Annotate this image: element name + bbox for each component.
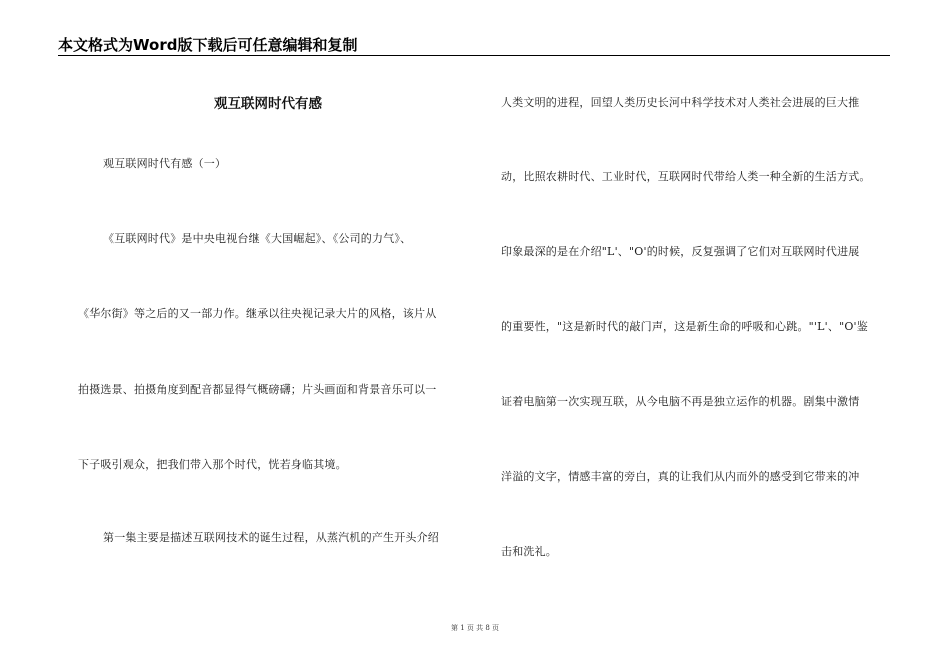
left-paragraph-line: 第一集主要是描述互联网技术的诞生过程，从蒸汽机的产生开头介绍 [103,531,439,544]
right-paragraph-line: 人类文明的进程，回望人类历史长河中科学技术对人类社会进展的巨大推 [501,96,860,109]
left-paragraph-line: 《互联网时代》是中央电视台继《大国崛起》、《公司的力气》、 [103,232,412,245]
right-paragraph-line: 证着电脑第一次实现互联，从今电脑不再是独立运作的机器。剧集中激情 [501,395,860,408]
header-rule [58,55,890,56]
document-title: 观互联网时代有感 [214,96,322,112]
right-paragraph-line: 击和洗礼。 [501,545,557,558]
page-header-text: 本文格式为Word版下载后可任意编辑和复制 [58,36,358,54]
right-paragraph-line: 的重要性，"这是新时代的敲门声，这是新生命的呼吸和心跳。"'L'、"O'鉴 [501,320,868,333]
right-paragraph-line: 洋溢的文字，情感丰富的旁白，真的让我们从内而外的感受到它带来的冲 [501,470,860,483]
left-paragraph-line: 观互联网时代有感（一） [103,157,227,170]
left-paragraph-line: 拍摄选景、拍摄角度到配音都显得气概磅礴；片头画面和背景音乐可以一 [78,383,437,396]
left-paragraph-line: 《华尔街》等之后的又一部力作。继承以往央视记录大片的风格，该片从 [78,307,437,320]
right-paragraph-line: 印象最深的是在介绍"L'、"O'的时候，反复强调了它们对互联网时代进展 [501,245,860,258]
page-number-footer: 第 1 页 共 8 页 [450,624,500,632]
left-paragraph-line: 下子吸引观众，把我们带入那个时代，恍若身临其境。 [78,458,347,471]
right-paragraph-line: 动，比照农耕时代、工业时代，互联网时代带给人类一种全新的生活方式。 [501,170,871,183]
